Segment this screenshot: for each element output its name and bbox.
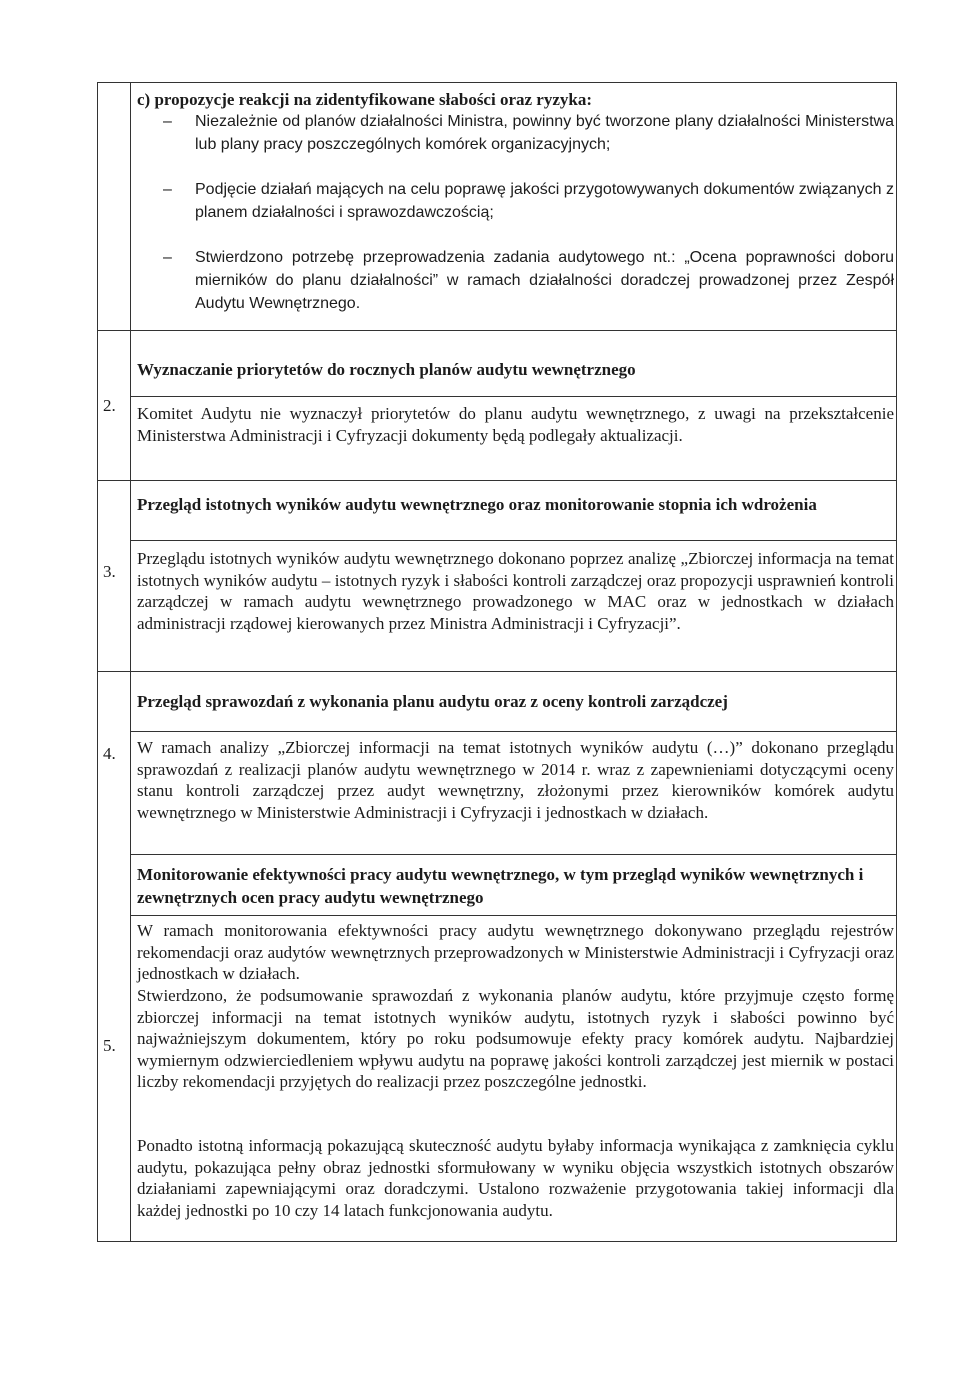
row-heading: Przegląd istotnych wyników audytu wewnętrznego oraz monitorowanie stopnia ich wdrożenia — [137, 495, 817, 514]
table-bottom-border — [97, 1241, 897, 1242]
row-text: Przeglądu istotnych wyników audytu wewnętrznego dokonano poprzez analizę „Zbiorczej informacja na temat istotnych wyników audytu – istotnych ryzyk i słabości kontroli zarządczej oraz propozycji usprawnień kontroli zarządczej w ramach audytu wewnętrznego prowadzonego w MAC oraz w jednostkach w działach administracji rządowej kierowanych przez Ministra Administracji i Cyfryzacji”. — [137, 549, 894, 633]
list-item — [163, 110, 894, 156]
heading-separator — [130, 540, 897, 541]
row-number: 3. — [103, 562, 116, 581]
bullet-dash: – — [163, 181, 172, 198]
bullet-text: Stwierdzono potrzebę przeprowadzenia zadania audytowego nt.: „Ocena poprawności doboru mierników do planu działalności” w ramach działalności doradczej prowadzonej przez Zespół Audytu Wewnętrznego. — [195, 249, 894, 312]
section-c-heading: c) propozycje reakcji na zidentyfikowane słabości oraz ryzyka: — [137, 90, 592, 109]
table-right-border — [896, 82, 897, 1242]
row-number: 5. — [103, 1036, 116, 1055]
heading-separator — [130, 915, 897, 916]
table-top-border — [97, 82, 897, 83]
row-separator — [97, 480, 897, 481]
row-paragraph: Ponadto istotną informacją pokazującą skuteczność audytu byłaby informacja wynikająca z zamknięcia cyklu audytu, pokazująca pełny obraz jednostki sformułowany w wyniku objęcia wszystkich istotnych obszarów działaniami zapewniającymi oraz doradczymi. Ustalono rozważenie przygotowania takiej informacji dla każdej jednostki po 10 czy 14 latach funkcjonowania audytu. — [137, 1136, 894, 1220]
row-heading: Wyznaczanie priorytetów do rocznych planów audytu wewnętrznego — [137, 360, 636, 379]
bullet-text: Niezależnie od planów działalności Ministra, powinny być tworzone plany działalności Ministerstwa lub plany pracy poszczególnych komórek organizacyjnych; — [195, 113, 894, 153]
row-heading: Monitorowanie efektywności pracy audytu wewnętrznego, w tym przegląd wyników wewnętrznych i zewnętrznych ocen pracy audytu wewnętrznego — [137, 865, 864, 907]
bullet-text: Podjęcie działań mających na celu poprawę jakości przygotowywanych dokumentów związanych z planem działalności i sprawozdawczością; — [195, 181, 894, 221]
heading-separator — [130, 731, 897, 732]
row-separator — [97, 330, 897, 331]
row-text: W ramach analizy „Zbiorczej informacji na temat istotnych wyników audytu (…)” dokonano przeglądu sprawozdań z realizacji planów audytu wewnętrznego w 2014 r. wraz z zapewnieniami dotyczącymi oceny stanu kontroli zarządczej przez audyt wewnętrzny, złożonymi przez kierowników komórek audytu wewnętrznego w Ministerstwie Administracji i Cyfryzacji i jednostkach w działach. — [137, 738, 894, 822]
row-separator — [97, 671, 897, 672]
row-text: Komitet Audytu nie wyznaczył priorytetów do planu audytu wewnętrznego, z uwagi na przekształcenie Ministerstwa Administracji i Cyfryzacji dokumenty będą podlegały aktualizacji. — [137, 404, 894, 445]
row-paragraph: W ramach monitorowania efektywności pracy audytu wewnętrznego dokonywano przeglądu rejestrów rekomendacji oraz audytów wewnętrznych przeprowadzonych w Ministerstwie Administracji i Cyfryzacji oraz jednostkach w działach. — [137, 921, 894, 983]
row-paragraph: Stwierdzono, że podsumowanie sprawozdań z wykonania planów audytu, które przyjmuje często formę zbiorczej informacji na temat istotnych wyników audytu, istotnych ryzyk i słabości powinno być najważniejszym dokumentem, który po roku podsumowuje efekty pracy komórek audytu. Najbardziej wymiernym odzwierciedleniem wpływu audytu na poprawę jakości kontroli zarządczej jest miernik w postaci liczby rekomendacji przyjętych do realizacji przez poszczególne jednostki. — [137, 986, 894, 1091]
bullet-dash: – — [163, 113, 172, 130]
row-number: 4. — [103, 744, 116, 763]
list-item — [163, 246, 894, 315]
list-item — [163, 178, 894, 224]
table-column-divider — [130, 82, 131, 1242]
row-number: 2. — [103, 396, 116, 415]
table-left-border — [97, 82, 98, 1242]
row-heading: Przegląd sprawozdań z wykonania planu audytu oraz z oceny kontroli zarządczej — [137, 692, 728, 711]
bullet-dash: – — [163, 249, 172, 266]
row-separator — [130, 854, 897, 855]
heading-separator — [130, 396, 897, 397]
